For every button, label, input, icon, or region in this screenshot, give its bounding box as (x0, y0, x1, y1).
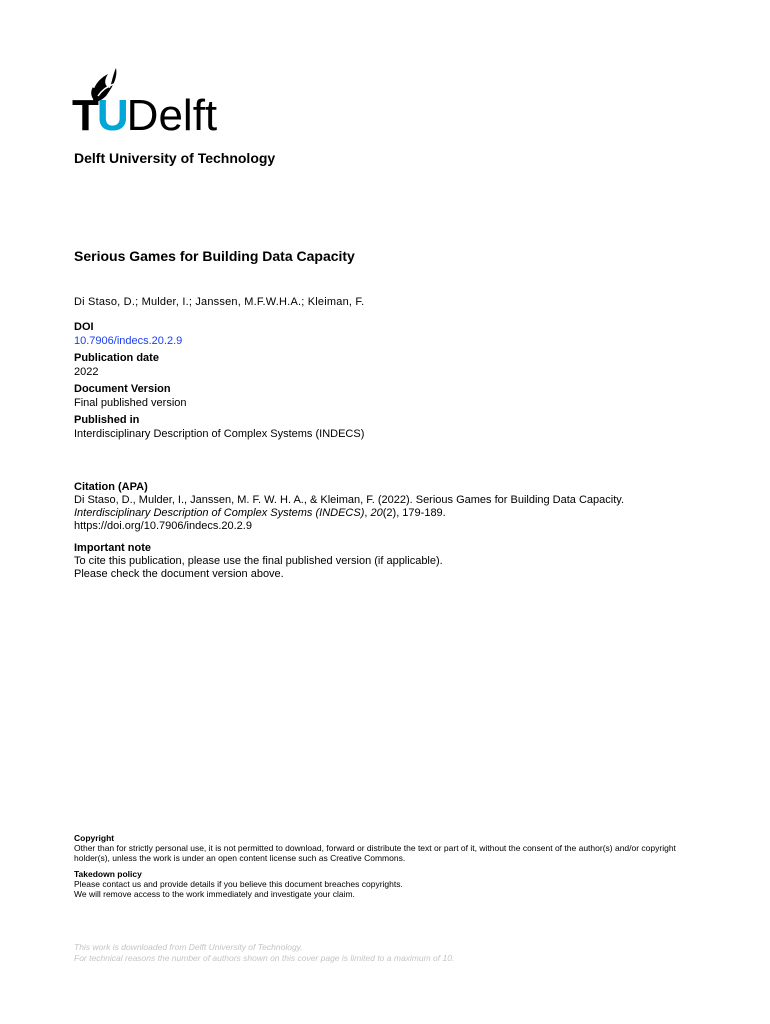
published-in-label: Published in (74, 414, 140, 426)
takedown-line-2: We will remove access to the work immediately and investigate your claim. (74, 889, 355, 899)
important-note-line-2: Please check the document version above. (74, 568, 284, 580)
institution-name: Delft University of Technology (74, 150, 276, 166)
metadata-block (74, 320, 714, 444)
footer-line-1: This work is downloaded from Delft University of Technology. (74, 942, 303, 952)
important-note-section (74, 542, 694, 581)
citation-section (74, 481, 694, 533)
footer-line-2: For technical reasons the number of authors shown on this cover page is limited to a maximum of 10. (74, 953, 455, 963)
logo-delft: Delft (126, 91, 218, 140)
publication-date-label: Publication date (74, 352, 159, 364)
document-title: Serious Games for Building Data Capacity (74, 248, 355, 264)
publication-date-section (74, 351, 714, 379)
download-footer (74, 942, 704, 964)
copyright-section (74, 833, 704, 863)
important-note-label: Important note (74, 542, 151, 554)
document-version-value: Final published version (74, 397, 187, 409)
tu-delft-logo (72, 66, 258, 140)
citation-text (74, 494, 624, 519)
doi-section (74, 320, 714, 348)
citation-url[interactable]: https://doi.org/10.7906/indecs.20.2.9 (74, 520, 252, 532)
published-in-value: Interdisciplinary Description of Complex Systems (INDECS) (74, 428, 365, 440)
doi-link[interactable]: 10.7906/indecs.20.2.9 (74, 335, 183, 347)
important-note-line-1: To cite this publication, please use the final published version (if applicable). (74, 555, 443, 567)
publication-date-value: 2022 (74, 366, 99, 378)
document-version-section (74, 382, 714, 410)
logo-letter-t: T (72, 91, 97, 140)
citation-issue-pages: (2), 179-189. (382, 507, 446, 519)
author-list: Di Staso, D.; Mulder, I.; Janssen, M.F.W.H.A.; Kleiman, F. (74, 296, 365, 308)
citation-volume: 20 (370, 507, 383, 519)
takedown-line-1: Please contact us and provide details if you believe this document breaches copyrights. (74, 879, 403, 889)
citation-journal: Interdisciplinary Description of Complex Systems (INDECS) (74, 507, 365, 519)
published-in-section (74, 413, 714, 441)
document-version-label: Document Version (74, 383, 171, 395)
copyright-text: Other than for strictly personal use, it is not permitted to download, forward or distribute the text or part of it, without the consent of the author(s) and/or copyright holder(s), unless the work is under an open content license such as Creative Commons. (74, 843, 676, 863)
logo-letter-u: U (96, 91, 127, 140)
doi-label: DOI (74, 321, 94, 333)
citation-authors-title: Di Staso, D., Mulder, I., Janssen, M. F. W. H. A., & Kleiman, F. (2022). Serious Games for Building Data Capacity. (74, 494, 625, 506)
citation-separator: , (364, 507, 371, 519)
citation-label: Citation (APA) (74, 481, 148, 493)
takedown-section (74, 869, 704, 899)
takedown-label: Takedown policy (74, 869, 142, 879)
copyright-label: Copyright (74, 833, 115, 843)
